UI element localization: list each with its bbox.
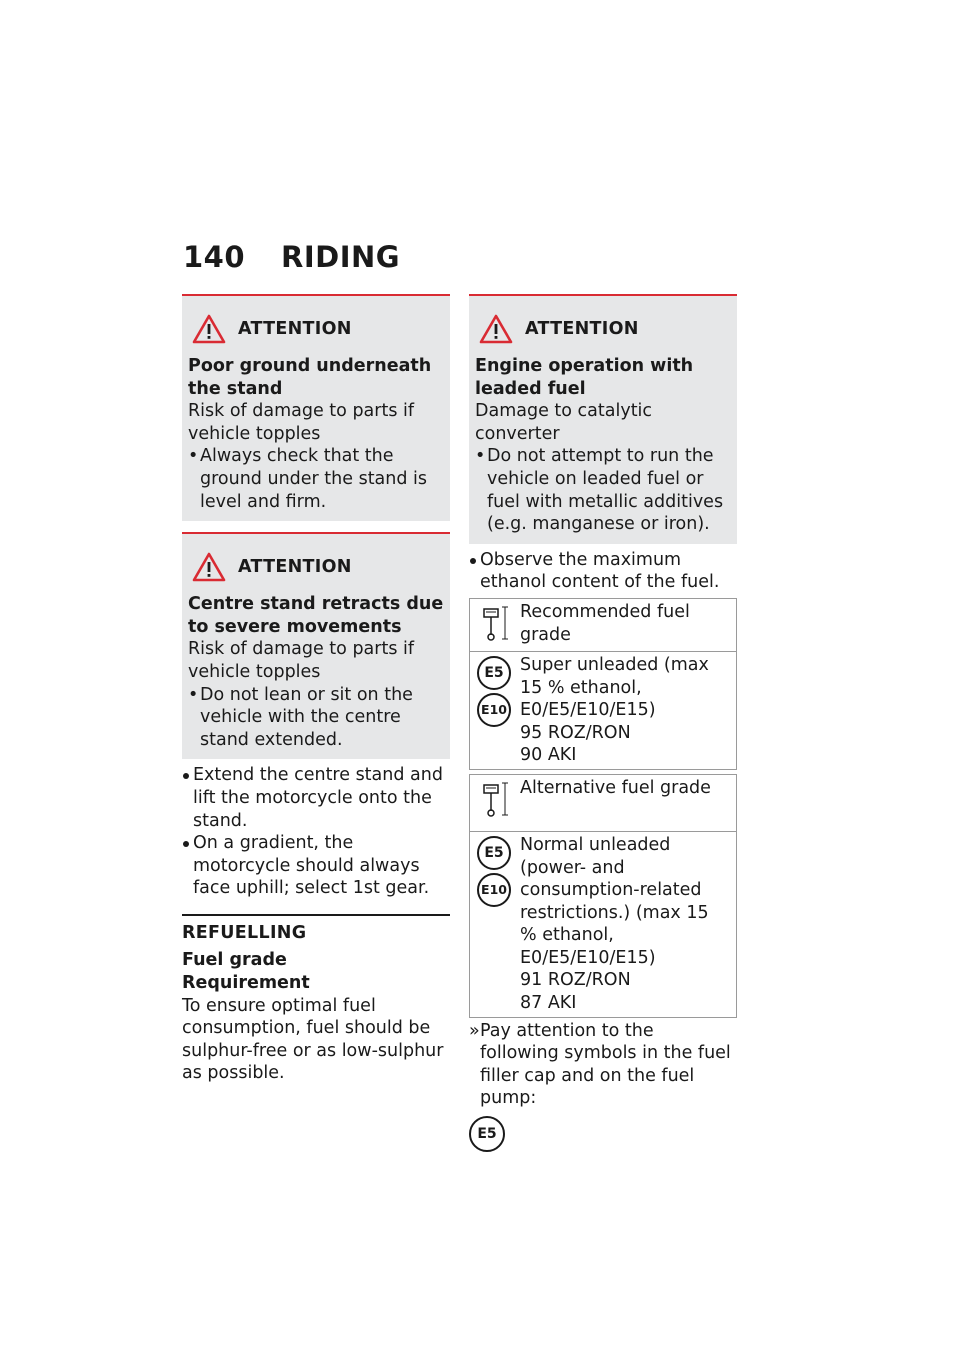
fuel-table-values [518, 652, 736, 769]
attention-text: Risk of damage to parts if vehicle topples [188, 401, 415, 444]
fuel-spec: Normal unleaded (power- and consumption-related restrictions.) (max 15 % ethanol, E0/E5/E10/E15) [520, 834, 709, 968]
section-refuelling [182, 914, 450, 1085]
attention-bullet: • Always check that the ground under the stand is level and firm. [188, 445, 444, 513]
attention-heading: Poor ground underneath the stand [188, 356, 432, 399]
e5-badge-icon: E5 [469, 1116, 505, 1152]
attention-title: ATTENTION [525, 318, 639, 339]
fuel-ron: 91 ROZ/RON [520, 970, 631, 991]
step-item: Extend the centre stand and lift the motorcycle onto the stand. [182, 764, 450, 832]
warning-triangle-icon [479, 314, 513, 344]
attention-title: ATTENTION [238, 318, 352, 339]
e10-badge-icon: E10 [477, 693, 511, 727]
fuel-piston-icon [470, 775, 518, 831]
requirement-text: To ensure optimal fuel consumption, fuel should be sulphur-free or as low-sulphur as possible. [182, 995, 444, 1084]
attention-heading: Centre stand retracts due to severe movements [188, 594, 444, 637]
step-item: Observe the maximum ethanol content of the fuel. [469, 549, 737, 594]
requirement-title: Requirement [182, 973, 310, 994]
e10-badge-icon: E10 [477, 873, 511, 907]
attention-header [479, 314, 731, 344]
fuel-badges [470, 832, 518, 1017]
fuel-table-label: Recommended fuel grade [520, 601, 690, 645]
subsection-title: Fuel grade [182, 950, 287, 971]
footer-badge-wrap [469, 1116, 737, 1152]
fuel-table-header-row [470, 775, 736, 831]
attention-bullet: • Do not attempt to run the vehicle on leaded fuel or fuel with metallic additives (e.g. manganese or iron). [475, 445, 731, 535]
fuel-piston-icon [470, 599, 518, 651]
fuel-table-label: Alternative fuel grade [520, 777, 711, 798]
page-header [183, 240, 400, 274]
step-item: On a gradient, the motorcycle should always face uphill; select 1st gear. [182, 832, 450, 900]
attention-text: Damage to catalytic converter [475, 401, 653, 444]
fuel-aki: 87 AKI [520, 993, 577, 1014]
page-number: 140 [183, 240, 246, 274]
e5-badge-icon: E5 [477, 836, 511, 870]
attention-heading: Engine operation with leaded fuel [475, 356, 694, 399]
attention-header [192, 552, 444, 582]
attention-text: Risk of damage to parts if vehicle topples [188, 639, 415, 682]
section-title: REFUELLING [182, 922, 307, 943]
fuel-table-value-row [470, 651, 736, 769]
attention-bullet: • Do not lean or sit on the vehicle with the centre stand extended. [188, 684, 444, 752]
attention-box-leaded-fuel [469, 294, 737, 544]
fuel-table-value-row [470, 831, 736, 1017]
fuel-table-recommended [469, 598, 737, 770]
warning-triangle-icon [192, 552, 226, 582]
fuel-spec: Super unleaded (max 15 % ethanol, E0/E5/E10/E15) [520, 654, 709, 721]
attention-title: ATTENTION [238, 556, 352, 577]
warning-triangle-icon [192, 314, 226, 344]
attention-box-stand-ground [182, 294, 450, 521]
left-column [182, 294, 450, 1085]
fuel-badges [470, 652, 518, 769]
fuel-table-header-row [470, 599, 736, 651]
right-column [469, 294, 737, 1152]
fuel-table-alternative [469, 774, 737, 1018]
attention-header [192, 314, 444, 344]
fuel-aki: 90 AKI [520, 745, 577, 766]
fuel-ron: 95 ROZ/RON [520, 722, 631, 743]
fuel-table-values [518, 832, 736, 1017]
step-list [182, 764, 450, 900]
result-item: » Pay attention to the following symbols in the fuel filler cap and on the fuel pump: [469, 1020, 737, 1110]
chapter-title: RIDING [281, 240, 401, 274]
e5-badge-icon: E5 [477, 656, 511, 690]
attention-box-centre-stand [182, 532, 450, 759]
